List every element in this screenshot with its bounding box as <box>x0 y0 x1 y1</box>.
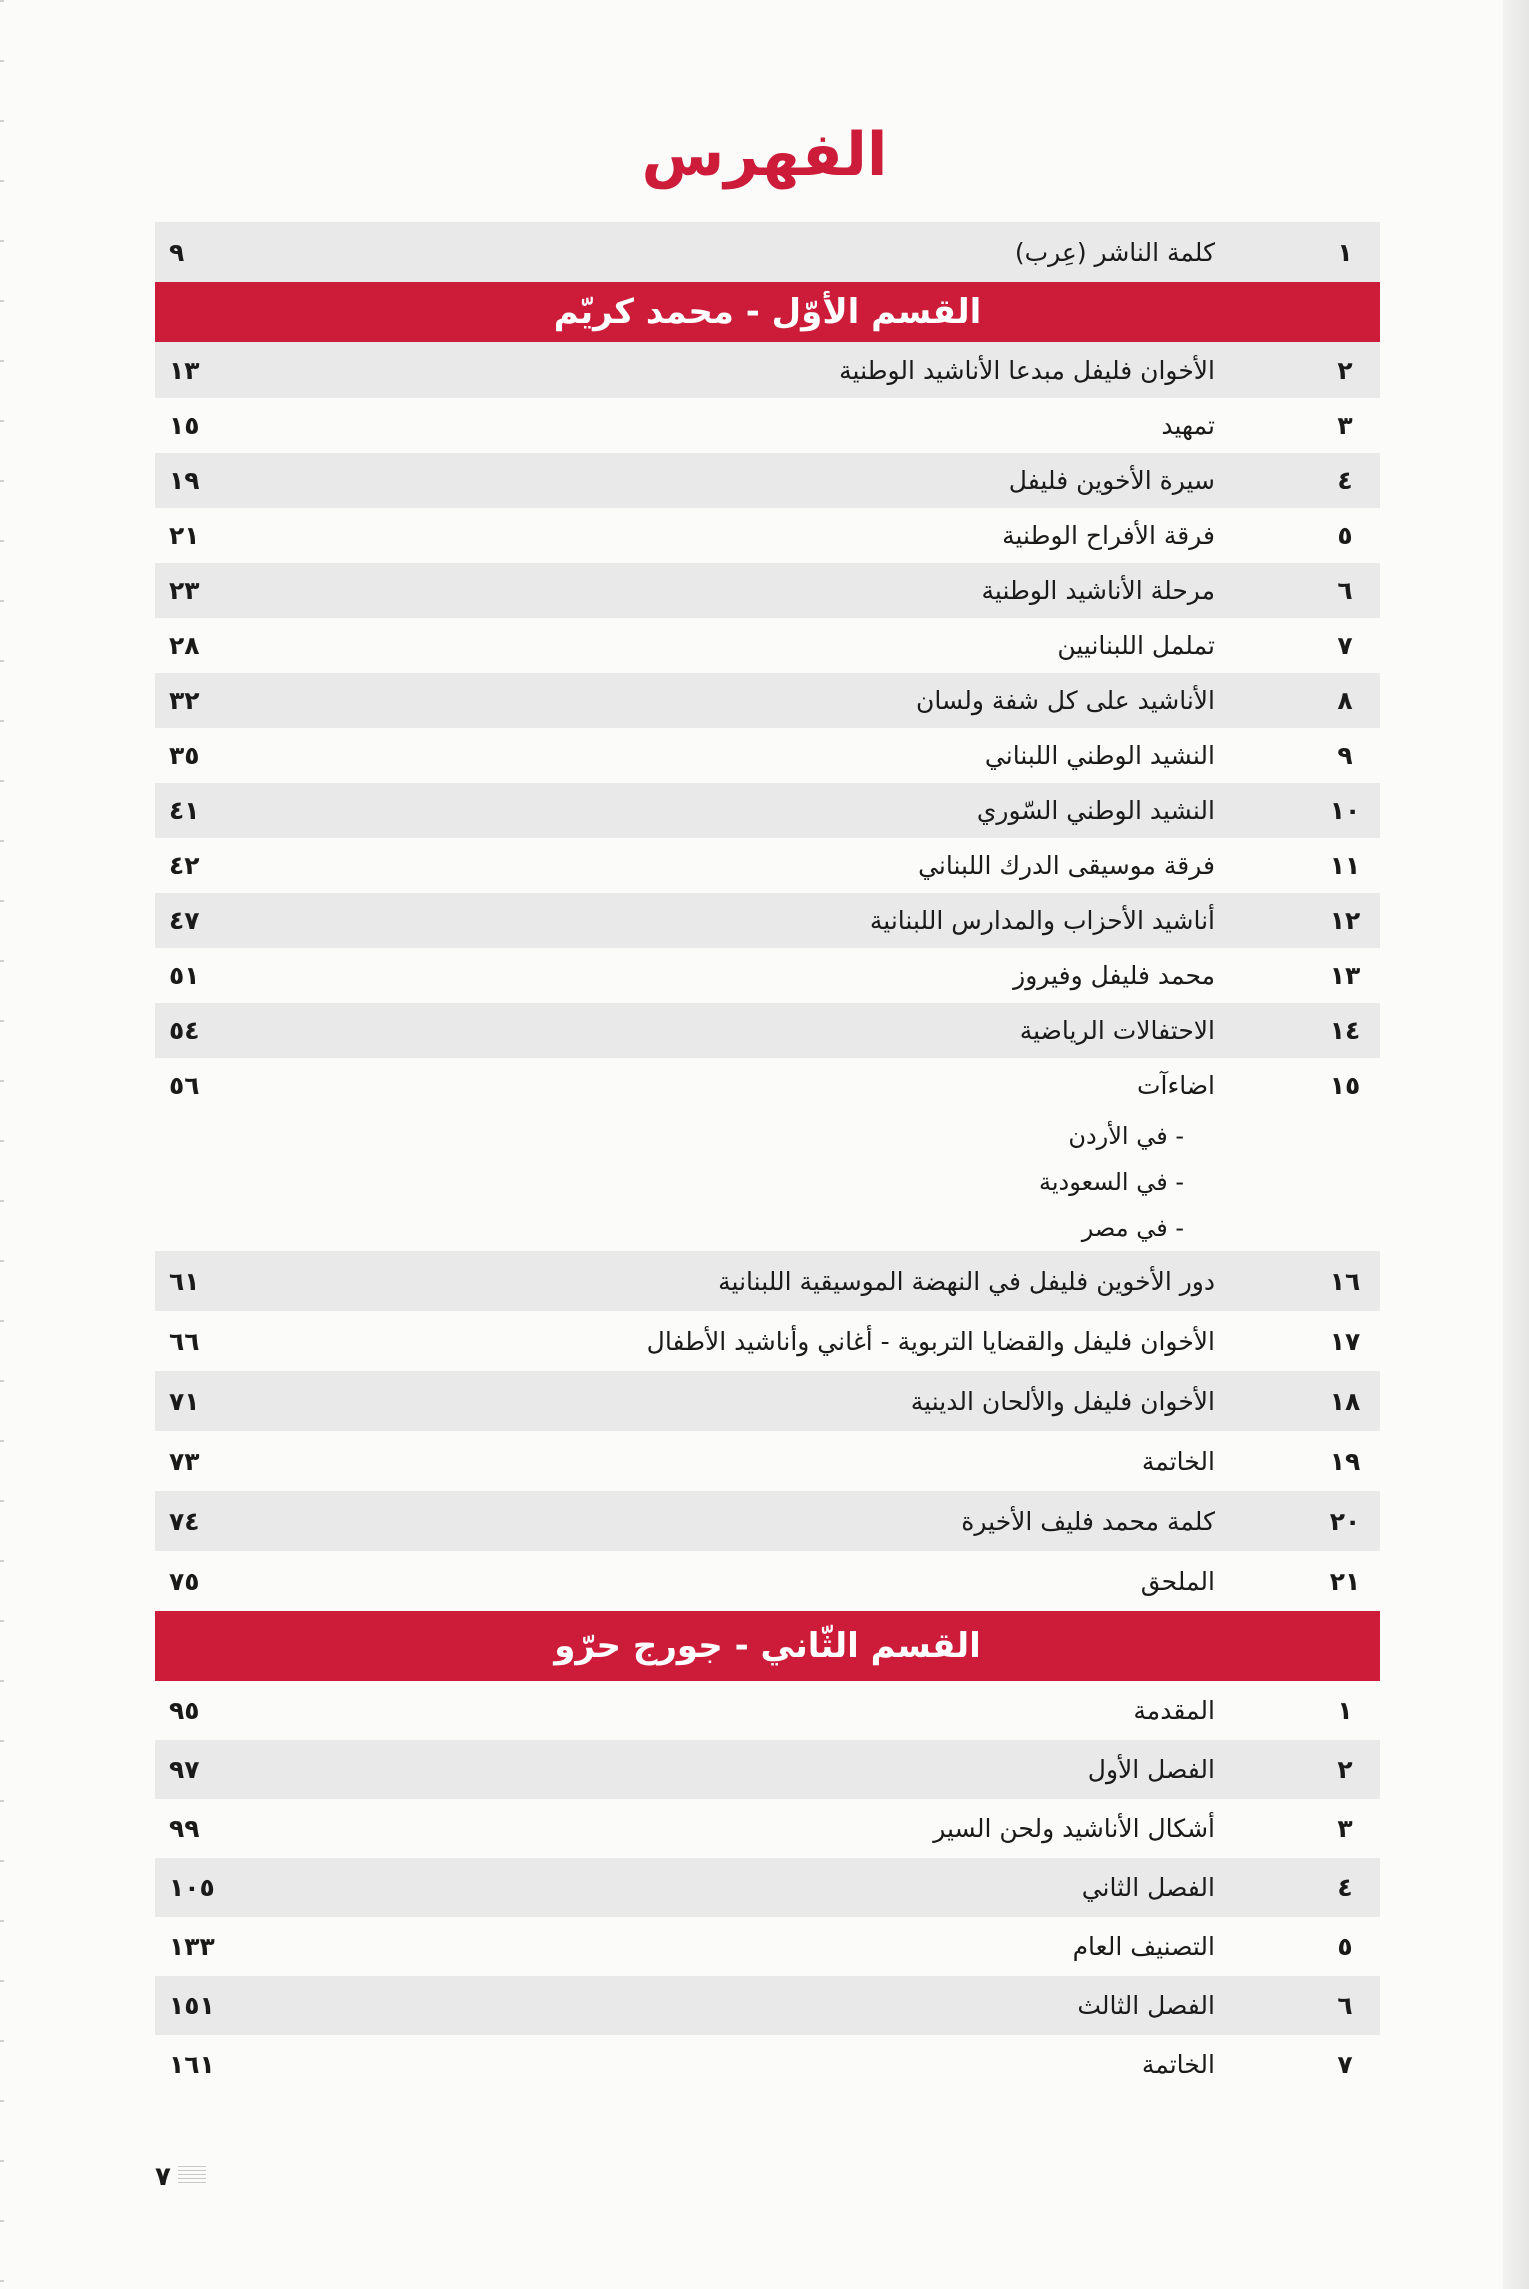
page-number: ٧ <box>155 2162 171 2192</box>
entry-number: ٤ <box>1337 1873 1353 1902</box>
entry-number: ١ <box>1337 237 1353 267</box>
toc-subitem[interactable] <box>155 1159 1380 1205</box>
entry-number: ١١ <box>1329 851 1361 880</box>
entry-page: ٩ <box>169 237 185 267</box>
entry-page: ٩٧ <box>169 1755 200 1784</box>
toc-row[interactable] <box>155 508 1380 563</box>
page-binding-dots <box>0 0 4 2289</box>
toc-subitem[interactable] <box>155 1205 1380 1251</box>
footer-rule-lines <box>178 2166 206 2186</box>
entry-page: ٤١ <box>169 796 200 825</box>
entry-title: الخاتمة <box>1141 1446 1215 1476</box>
entry-number: ٣ <box>1337 1814 1353 1843</box>
section-1-header <box>155 282 1380 342</box>
entry-title: الفصل الثاني <box>1081 1873 1215 1902</box>
toc-row[interactable] <box>155 1371 1380 1431</box>
entry-number: ٢ <box>1337 1755 1353 1784</box>
table-of-contents <box>155 222 1380 2094</box>
entry-page: ٥٤ <box>169 1016 200 1045</box>
toc-row[interactable] <box>155 1431 1380 1491</box>
entry-title: اضاءآت <box>1136 1071 1215 1100</box>
entry-number: ١٤ <box>1329 1016 1361 1045</box>
toc-row[interactable] <box>155 783 1380 838</box>
entry-number: ١٢ <box>1329 906 1361 935</box>
entry-title: النشيد الوطني السّوري <box>976 796 1215 825</box>
toc-row[interactable] <box>155 398 1380 453</box>
toc-row[interactable] <box>155 1551 1380 1611</box>
entry-title: مرحلة الأناشيد الوطنية <box>981 576 1215 605</box>
entry-page: ٤٢ <box>169 851 200 880</box>
entry-page: ٧٤ <box>169 1506 200 1536</box>
entry-number: ٥ <box>1337 1932 1353 1961</box>
entry-title: كلمة محمد فليف الأخيرة <box>961 1506 1215 1536</box>
subitem-text: - في مصر <box>1081 1214 1184 1242</box>
toc-row[interactable] <box>155 1799 1380 1858</box>
toc-row[interactable] <box>155 1251 1380 1311</box>
entry-page: ١٩ <box>169 466 200 495</box>
entry-title: دور الأخوين فليفل في النهضة الموسيقية اللبنانية <box>718 1266 1215 1296</box>
entry-number: ١٠ <box>1329 796 1361 825</box>
entry-number: ٦ <box>1337 576 1353 605</box>
entry-number: ٧ <box>1337 631 1353 660</box>
entry-number: ٩ <box>1337 741 1353 770</box>
toc-row[interactable] <box>155 453 1380 508</box>
page-title: الفهرس <box>641 120 888 190</box>
subitem-text: - في الأردن <box>1068 1122 1184 1150</box>
entry-number: ١٩ <box>1329 1446 1361 1476</box>
entry-page: ١٥١ <box>169 1991 215 2020</box>
entry-page: ٧٥ <box>169 1566 200 1596</box>
entry-title: فرقة موسيقى الدرك اللبناني <box>918 851 1215 880</box>
entry-page: ٩٥ <box>169 1696 200 1725</box>
entry-title: الأخوان فليفل مبدعا الأناشيد الوطنية <box>839 355 1215 385</box>
entry-number: ٦ <box>1337 1991 1353 2020</box>
entry-page: ١٦١ <box>169 2050 215 2079</box>
entry-number: ٣ <box>1337 411 1353 440</box>
section-1-heading: القسم الأوّل - محمد كريّم <box>553 292 982 332</box>
toc-row[interactable] <box>155 948 1380 1003</box>
entry-page: ٦٦ <box>169 1326 200 1356</box>
entry-title: تمهيد <box>1161 411 1215 440</box>
entry-title: النشيد الوطني اللبناني <box>984 741 1215 770</box>
entry-number: ٨ <box>1337 686 1353 715</box>
entry-page: ٥٦ <box>169 1071 200 1100</box>
entry-number: ١٨ <box>1329 1386 1361 1416</box>
entry-page: ٧١ <box>169 1386 200 1416</box>
entry-title: الاحتفالات الرياضية <box>1019 1016 1215 1045</box>
entry-page: ٤٧ <box>169 906 200 935</box>
toc-row-intro[interactable] <box>155 222 1380 282</box>
entry-number: ٢٠ <box>1329 1506 1361 1536</box>
entry-title: الفصل الأول <box>1087 1755 1215 1784</box>
entry-number: ٤ <box>1337 466 1353 495</box>
entry-title: أناشيد الأحزاب والمدارس اللبنانية <box>869 906 1215 935</box>
toc-row[interactable] <box>155 1311 1380 1371</box>
toc-row[interactable] <box>155 893 1380 948</box>
entry-title: الأخوان فليفل والألحان الدينية <box>910 1386 1215 1416</box>
entry-page: ١٣٣ <box>169 1932 215 1961</box>
entry-title: تململ اللبنانيين <box>1057 631 1215 660</box>
entry-page: ٥١ <box>169 961 200 990</box>
entry-title: فرقة الأفراح الوطنية <box>1002 521 1215 550</box>
toc-row[interactable] <box>155 673 1380 728</box>
entry-page: ٢١ <box>169 521 200 550</box>
entry-number: ١٦ <box>1329 1266 1361 1296</box>
toc-row[interactable] <box>155 342 1380 398</box>
entry-title: الفصل الثالث <box>1077 1991 1215 2020</box>
entry-number: ١٥ <box>1329 1071 1361 1100</box>
entry-page: ٩٩ <box>169 1814 200 1843</box>
entry-title: كلمة الناشر (عِرب) <box>1014 237 1215 267</box>
toc-row[interactable] <box>155 1058 1380 1113</box>
toc-row[interactable] <box>155 1917 1380 1976</box>
entry-number: ٢١ <box>1329 1566 1361 1596</box>
entry-number: ١٣ <box>1329 961 1361 990</box>
toc-row[interactable] <box>155 1491 1380 1551</box>
entry-title: الخاتمة <box>1141 2050 1215 2079</box>
entry-title: أشكال الأناشيد ولحن السير <box>933 1814 1215 1843</box>
toc-row[interactable] <box>155 1858 1380 1917</box>
section-2-header <box>155 1611 1380 1681</box>
toc-row[interactable] <box>155 618 1380 673</box>
entry-page: ٢٨ <box>169 631 200 660</box>
toc-subitem[interactable] <box>155 1113 1380 1159</box>
entry-title: التصنيف العام <box>1072 1932 1215 1961</box>
entry-page: ٣٢ <box>169 686 200 715</box>
entry-page: ٣٥ <box>169 741 200 770</box>
entry-title: الأخوان فليفل والقضايا التربوية - أغاني وأناشيد الأطفال <box>646 1326 1215 1356</box>
entry-title: الملحق <box>1140 1566 1215 1596</box>
entry-number: ١ <box>1337 1696 1353 1725</box>
entry-title: المقدمة <box>1133 1696 1215 1725</box>
entry-page: ٢٣ <box>169 576 200 605</box>
toc-row[interactable] <box>155 1681 1380 1740</box>
entry-number: ٧ <box>1337 2050 1353 2079</box>
entry-page: ١٥ <box>169 411 200 440</box>
entry-page: ٧٣ <box>169 1446 200 1476</box>
toc-row[interactable] <box>155 728 1380 783</box>
toc-row[interactable] <box>155 838 1380 893</box>
entry-number: ٥ <box>1337 521 1353 550</box>
entry-title: محمد فليفل وفيروز <box>1013 961 1215 990</box>
toc-row[interactable] <box>155 2035 1380 2094</box>
section-2-heading: القسم الثّاني - جورج حرّو <box>554 1626 981 1666</box>
toc-row[interactable] <box>155 563 1380 618</box>
entry-title: سيرة الأخوين فليفل <box>1008 466 1215 495</box>
toc-row[interactable] <box>155 1003 1380 1058</box>
toc-row[interactable] <box>155 1976 1380 2035</box>
entry-page: ١٣ <box>169 355 200 385</box>
toc-row[interactable] <box>155 1740 1380 1799</box>
subitem-text: - في السعودية <box>1039 1168 1184 1196</box>
entry-title: الأناشيد على كل شفة ولسان <box>915 686 1215 715</box>
entry-number: ٢ <box>1337 355 1353 385</box>
entry-number: ١٧ <box>1329 1326 1361 1356</box>
entry-page: ٦١ <box>169 1266 200 1296</box>
page-edge-shadow <box>1503 0 1529 2289</box>
entry-page: ١٠٥ <box>169 1873 215 1902</box>
